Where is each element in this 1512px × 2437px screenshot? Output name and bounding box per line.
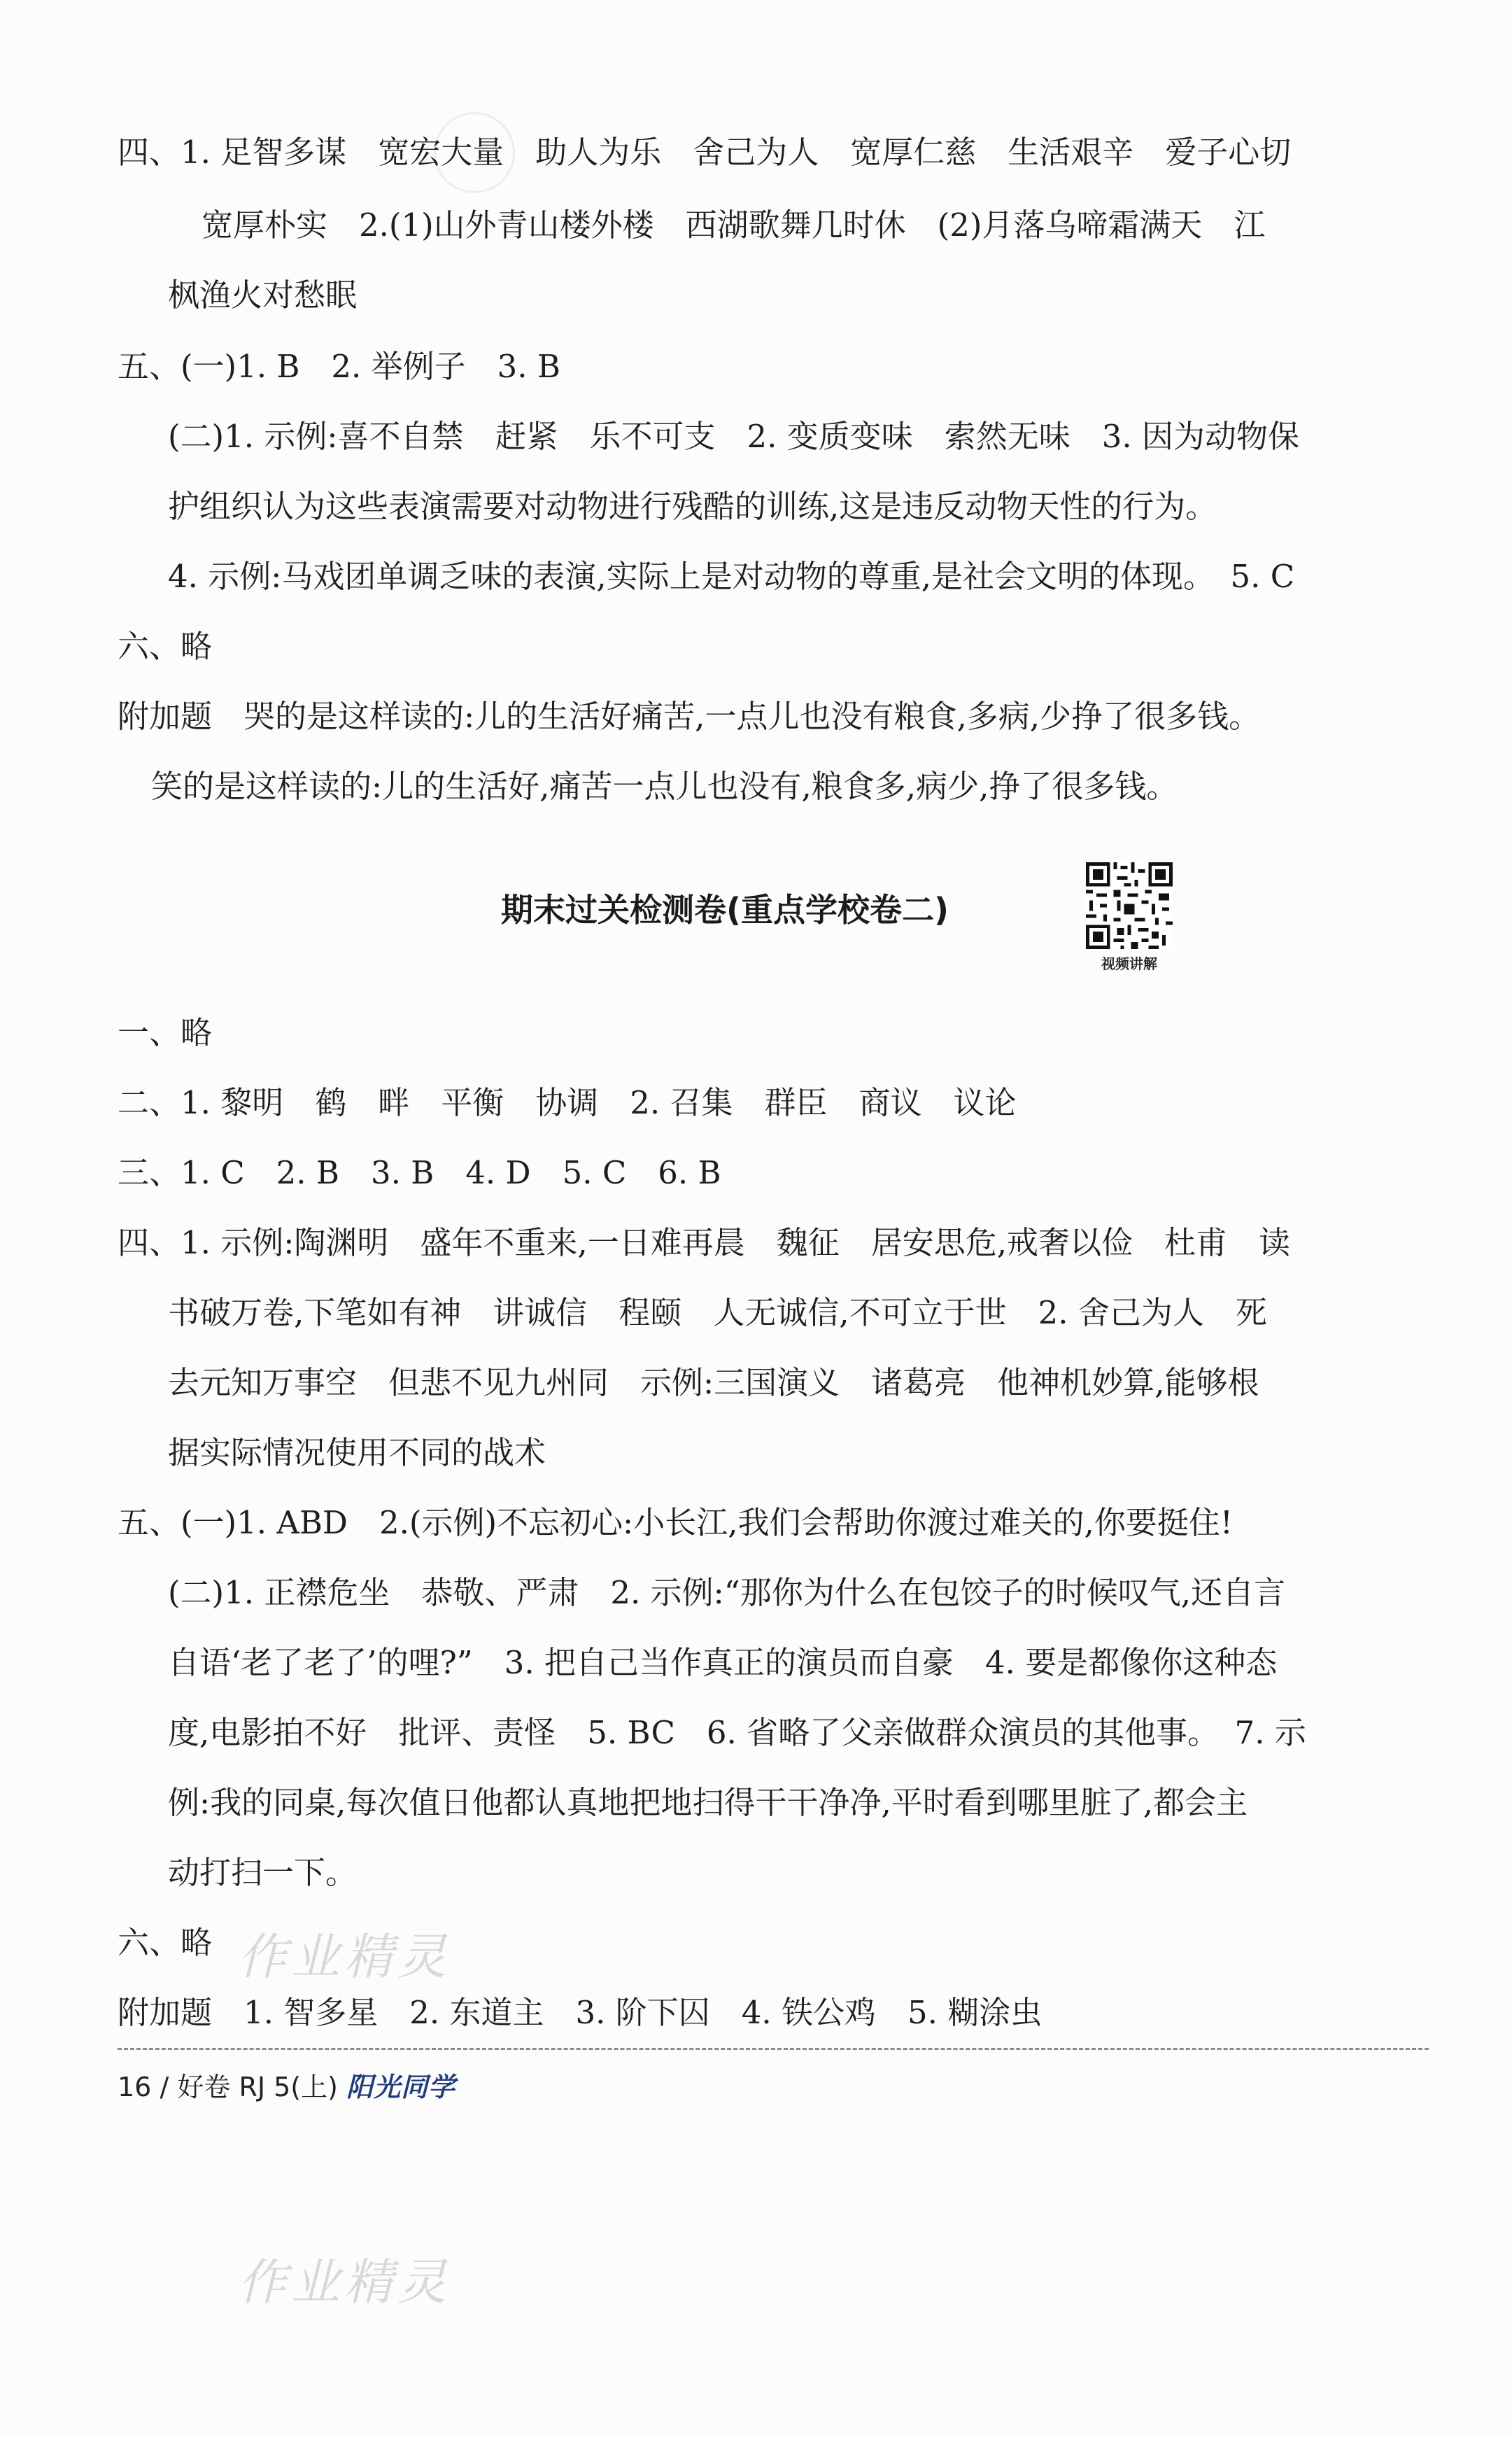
answer-line: 三、1. C 2. B 3. B 4. D 5. C 6. B <box>118 1154 721 1191</box>
page-footer <box>118 2067 455 2107</box>
answer-line: 六、略 <box>118 628 213 665</box>
answer-line: 附加题 哭的是这样读的:儿的生活好痛苦,一点儿也没有粮食,多病,少挣了很多钱。 <box>118 698 1261 735</box>
answer-line: 自语‘老了老了’的哩?” 3. 把自己当作真正的演员而自豪 4. 要是都像你这种态 <box>168 1644 1278 1681</box>
answer-line: 五、(一)1. B 2. 举例子 3. B <box>118 348 560 385</box>
answer-line: (二)1. 示例:喜不自禁 赶紧 乐不可支 2. 变质变味 索然无味 3. 因为动物保 <box>168 418 1299 455</box>
qr-code-icon[interactable] <box>1086 862 1173 949</box>
answer-line: 护组织认为这些表演需要对动物进行残酷的训练,这是违反动物天性的行为。 <box>168 488 1217 525</box>
answer-line: 四、1. 示例:陶渊明 盛年不重来,一日难再晨 魏征 居安思危,戒奢以俭 杜甫 读 <box>118 1224 1291 1261</box>
answer-line: 例:我的同桌,每次值日他都认真地把地扫得干干净净,平时看到哪里脏了,都会主 <box>168 1784 1248 1821</box>
footer-divider <box>118 2048 1429 2050</box>
answer-line: 据实际情况使用不同的战术 <box>168 1434 546 1471</box>
answer-line: 二、1. 黎明 鹤 畔 平衡 协调 2. 召集 群臣 商议 议论 <box>118 1084 1017 1121</box>
answer-line: 枫渔火对愁眠 <box>168 276 358 314</box>
watermark-lower: 作业精灵 <box>238 2254 451 2311</box>
answer-line: 去元知万事空 但悲不见九州同 示例:三国演义 诸葛亮 他神机妙算,能够根 <box>168 1364 1259 1401</box>
qr-video-label: 视频讲解 <box>1101 955 1157 972</box>
book-info: 好卷 RJ 5(上) <box>177 2072 338 2102</box>
answer-line: 宽厚朴实 2.(1)山外青山楼外楼 西湖歌舞几时休 (2)月落乌啼霜满天 江 <box>202 206 1266 244</box>
answer-line: 4. 示例:马戏团单调乏味的表演,实际上是对动物的尊重,是社会文明的体现。 5. C <box>168 558 1295 595</box>
answer-line: 笑的是这样读的:儿的生活好,痛苦一点儿也没有,粮食多,病少,挣了很多钱。 <box>151 768 1178 805</box>
exam-title: 期末过关检测卷(重点学校卷二) <box>501 891 949 929</box>
watermark-upper: 作业精灵 <box>238 1928 451 1986</box>
answer-line: 四、1. 足智多谋 宽宏大量 助人为乐 舍己为人 宽厚仁慈 生活艰辛 爱子心切 <box>118 134 1292 171</box>
footer-separator: / <box>160 2072 169 2102</box>
answer-line: (二)1. 正襟危坐 恭敬、严肃 2. 示例:“那你为什么在包饺子的时候叹气,还自言 <box>168 1574 1286 1611</box>
answer-line: 动打扫一下。 <box>168 1854 358 1891</box>
answer-line: 一、略 <box>118 1014 213 1051</box>
answer-line: 五、(一)1. ABD 2.(示例)不忘初心:小长江,我们会帮助你渡过难关的,你要挺住! <box>118 1504 1233 1541</box>
brand-logo: 阳光同学 <box>346 2072 456 2102</box>
answer-line: 六、略 <box>118 1924 213 1961</box>
answer-line: 度,电影拍不好 批评、责怪 5. BC 6. 省略了父亲做群众演员的其他事。 7. 示 <box>168 1714 1306 1751</box>
answer-line: 书破万卷,下笔如有神 讲诚信 程颐 人无诚信,不可立于世 2. 舍己为人 死 <box>168 1294 1267 1331</box>
page-number: 16 <box>118 2072 152 2102</box>
answer-line: 附加题 1. 智多星 2. 东道主 3. 阶下囚 4. 铁公鸡 5. 糊涂虫 <box>118 1994 1043 2031</box>
